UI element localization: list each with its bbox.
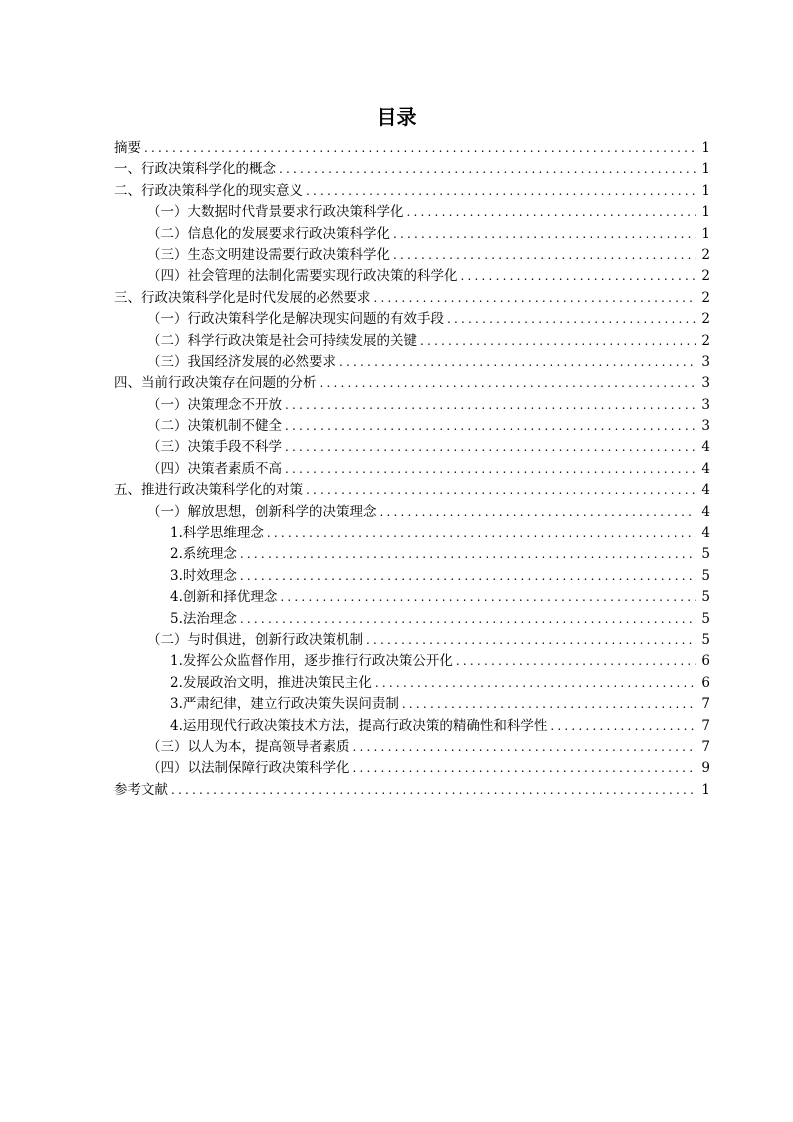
toc-entry-text: 4.创新和择优理念 — [170, 589, 278, 606]
dot-leader — [380, 502, 697, 523]
toc-entry-text: （一）大数据时代背景要求行政决策科学化 — [147, 204, 404, 221]
dot-leader — [279, 159, 696, 180]
toc-page-number: 5 — [701, 546, 710, 563]
toc-page-number: 4 — [701, 525, 710, 542]
dot-leader — [393, 224, 696, 245]
toc-entry[interactable] — [114, 694, 710, 715]
toc-entry-text: （三）我国经济发展的必然要求 — [147, 353, 336, 370]
toc-page-number: 6 — [701, 674, 710, 691]
toc-entry[interactable] — [114, 331, 710, 352]
toc-entry-text: 三、行政决策科学化是时代发展的必然要求 — [114, 289, 371, 306]
toc-entry[interactable] — [114, 373, 710, 394]
toc-page-number: 4 — [701, 460, 710, 477]
toc-entry-text: （二）决策机制不健全 — [147, 418, 282, 435]
toc-entry-text: （三）决策手段不科学 — [147, 439, 282, 456]
toc-page-number: 7 — [701, 717, 710, 734]
toc-entry[interactable] — [114, 437, 710, 458]
dot-leader — [374, 288, 697, 309]
toc-entry[interactable] — [114, 395, 710, 416]
dot-leader — [171, 780, 696, 801]
toc-entry-text: （一）行政决策科学化是解决现实问题的有效手段 — [147, 311, 444, 328]
toc-entry-text: 3.严肃纪律，建立行政决策失误问责制 — [170, 696, 399, 713]
toc-entry[interactable] — [114, 245, 710, 266]
toc-page-number: 1 — [701, 225, 710, 242]
toc-entry[interactable] — [114, 716, 710, 737]
dot-leader — [285, 459, 696, 480]
dot-leader — [285, 416, 696, 437]
dot-leader — [456, 651, 696, 672]
toc-page-number: 5 — [701, 589, 710, 606]
dot-leader — [285, 437, 696, 458]
toc-entry[interactable] — [114, 138, 710, 159]
dot-leader — [285, 395, 696, 416]
toc-page-number: 3 — [701, 418, 710, 435]
toc-entry-text: 4.运用现代行政决策技术方法，提高行政决策的精确性和科学性 — [170, 717, 548, 734]
dot-leader — [306, 480, 696, 501]
toc-entry[interactable] — [114, 266, 710, 287]
toc-entry[interactable] — [114, 224, 710, 245]
dot-leader — [280, 587, 696, 608]
toc-entry[interactable] — [114, 523, 710, 544]
toc-entry[interactable] — [114, 502, 710, 523]
toc-entry[interactable] — [114, 309, 710, 330]
toc-entry-text: （三）以人为本，提高领导者素质 — [147, 738, 350, 755]
toc-entry-text: 1.科学思维理念 — [170, 525, 264, 542]
toc-entry-text: 参考文献 — [114, 781, 168, 798]
toc-entry-text: 3.时效理念 — [170, 567, 237, 584]
toc-entry[interactable] — [114, 651, 710, 672]
toc-page-number: 5 — [701, 567, 710, 584]
toc-page-number: 4 — [701, 503, 710, 520]
toc-entry[interactable] — [114, 630, 710, 651]
dot-leader — [144, 138, 696, 159]
dot-leader — [393, 245, 696, 266]
dot-leader — [306, 181, 696, 202]
dot-leader — [402, 694, 696, 715]
toc-entry[interactable] — [114, 416, 710, 437]
toc-entry-text: 一、行政决策科学化的概念 — [114, 161, 276, 178]
dot-leader — [339, 352, 696, 373]
dot-leader — [375, 673, 696, 694]
toc-entry[interactable] — [114, 673, 710, 694]
toc-page-number: 1 — [701, 182, 710, 199]
toc-entry[interactable] — [114, 352, 710, 373]
toc-entry[interactable] — [114, 288, 710, 309]
toc-entry-text: 二、行政决策科学化的现实意义 — [114, 182, 303, 199]
toc-entry-text: 2.发展政治文明，推进决策民主化 — [170, 674, 372, 691]
dot-leader — [550, 716, 696, 737]
toc-entry-text: （一）解放思想，创新科学的决策理念 — [147, 503, 377, 520]
toc-page-number: 2 — [701, 246, 710, 263]
dot-leader — [353, 737, 697, 758]
toc-entry-text: （三）生态文明建设需要行政决策科学化 — [147, 246, 390, 263]
dot-leader — [240, 566, 696, 587]
toc-page-number: 7 — [701, 696, 710, 713]
toc-entry[interactable] — [114, 544, 710, 565]
toc-entry[interactable] — [114, 780, 710, 801]
toc-entry-text: 四、当前行政决策存在问题的分析 — [114, 375, 317, 392]
toc-page-number: 1 — [701, 204, 710, 221]
toc-entry-text: 1.发挥公众监督作用，逐步推行行政决策公开化 — [170, 653, 453, 670]
toc-entry-text: （二）科学行政决策是社会可持续发展的关键 — [147, 332, 417, 349]
toc-entry-text: 五、推进行政决策科学化的对策 — [114, 482, 303, 499]
toc-page-number: 7 — [701, 738, 710, 755]
toc-entry-text: 5.法治理念 — [170, 610, 237, 627]
toc-entry[interactable] — [114, 587, 710, 608]
toc-page-number: 2 — [701, 311, 710, 328]
toc-entry-text: （四）社会管理的法制化需要实现行政决策的科学化 — [147, 268, 458, 285]
toc-entry-text: （二）信息化的发展要求行政决策科学化 — [147, 225, 390, 242]
toc-entry[interactable] — [114, 159, 710, 180]
toc-entry[interactable] — [114, 181, 710, 202]
toc-page-number: 3 — [701, 353, 710, 370]
toc-page-number: 2 — [701, 268, 710, 285]
toc-page-number: 6 — [701, 653, 710, 670]
dot-leader — [447, 309, 696, 330]
dot-leader — [267, 523, 696, 544]
toc-page-number: 5 — [701, 631, 710, 648]
toc-page-number: 2 — [701, 289, 710, 306]
toc-entry-text: 2.系统理念 — [170, 546, 237, 563]
dot-leader — [320, 373, 697, 394]
toc-entry[interactable] — [114, 758, 710, 779]
toc-entry[interactable] — [114, 609, 710, 630]
toc-entry-text: （一）决策理念不开放 — [147, 396, 282, 413]
table-of-contents — [114, 138, 710, 801]
dot-leader — [407, 202, 697, 223]
toc-entry[interactable] — [114, 459, 710, 480]
toc-entry-text: （四）以法制保障行政决策科学化 — [147, 760, 350, 777]
toc-entry[interactable] — [114, 202, 710, 223]
dot-leader — [461, 266, 697, 287]
toc-page-number: 4 — [701, 439, 710, 456]
toc-entry-text: 摘要 — [114, 140, 141, 156]
dot-leader — [366, 630, 696, 651]
toc-page-number: 1 — [701, 161, 710, 178]
toc-page-number: 3 — [701, 396, 710, 413]
toc-page-number: 5 — [701, 610, 710, 627]
toc-page-number: 1 — [701, 781, 710, 798]
dot-leader — [353, 758, 697, 779]
dot-leader — [240, 544, 696, 565]
toc-page-number: 3 — [701, 375, 710, 392]
dot-leader — [420, 331, 696, 352]
toc-page-number: 2 — [701, 332, 710, 349]
toc-entry-text: （四）决策者素质不高 — [147, 460, 282, 477]
toc-title: 目录 — [376, 105, 417, 129]
toc-entry[interactable] — [114, 480, 710, 501]
toc-page-number: 1 — [701, 140, 710, 156]
dot-leader — [240, 609, 696, 630]
toc-page-number: 9 — [701, 760, 710, 777]
toc-entry[interactable] — [114, 737, 710, 758]
toc-entry[interactable] — [114, 566, 710, 587]
toc-page-number: 4 — [701, 482, 710, 499]
toc-entry-text: （二）与时俱进，创新行政决策机制 — [147, 631, 363, 648]
